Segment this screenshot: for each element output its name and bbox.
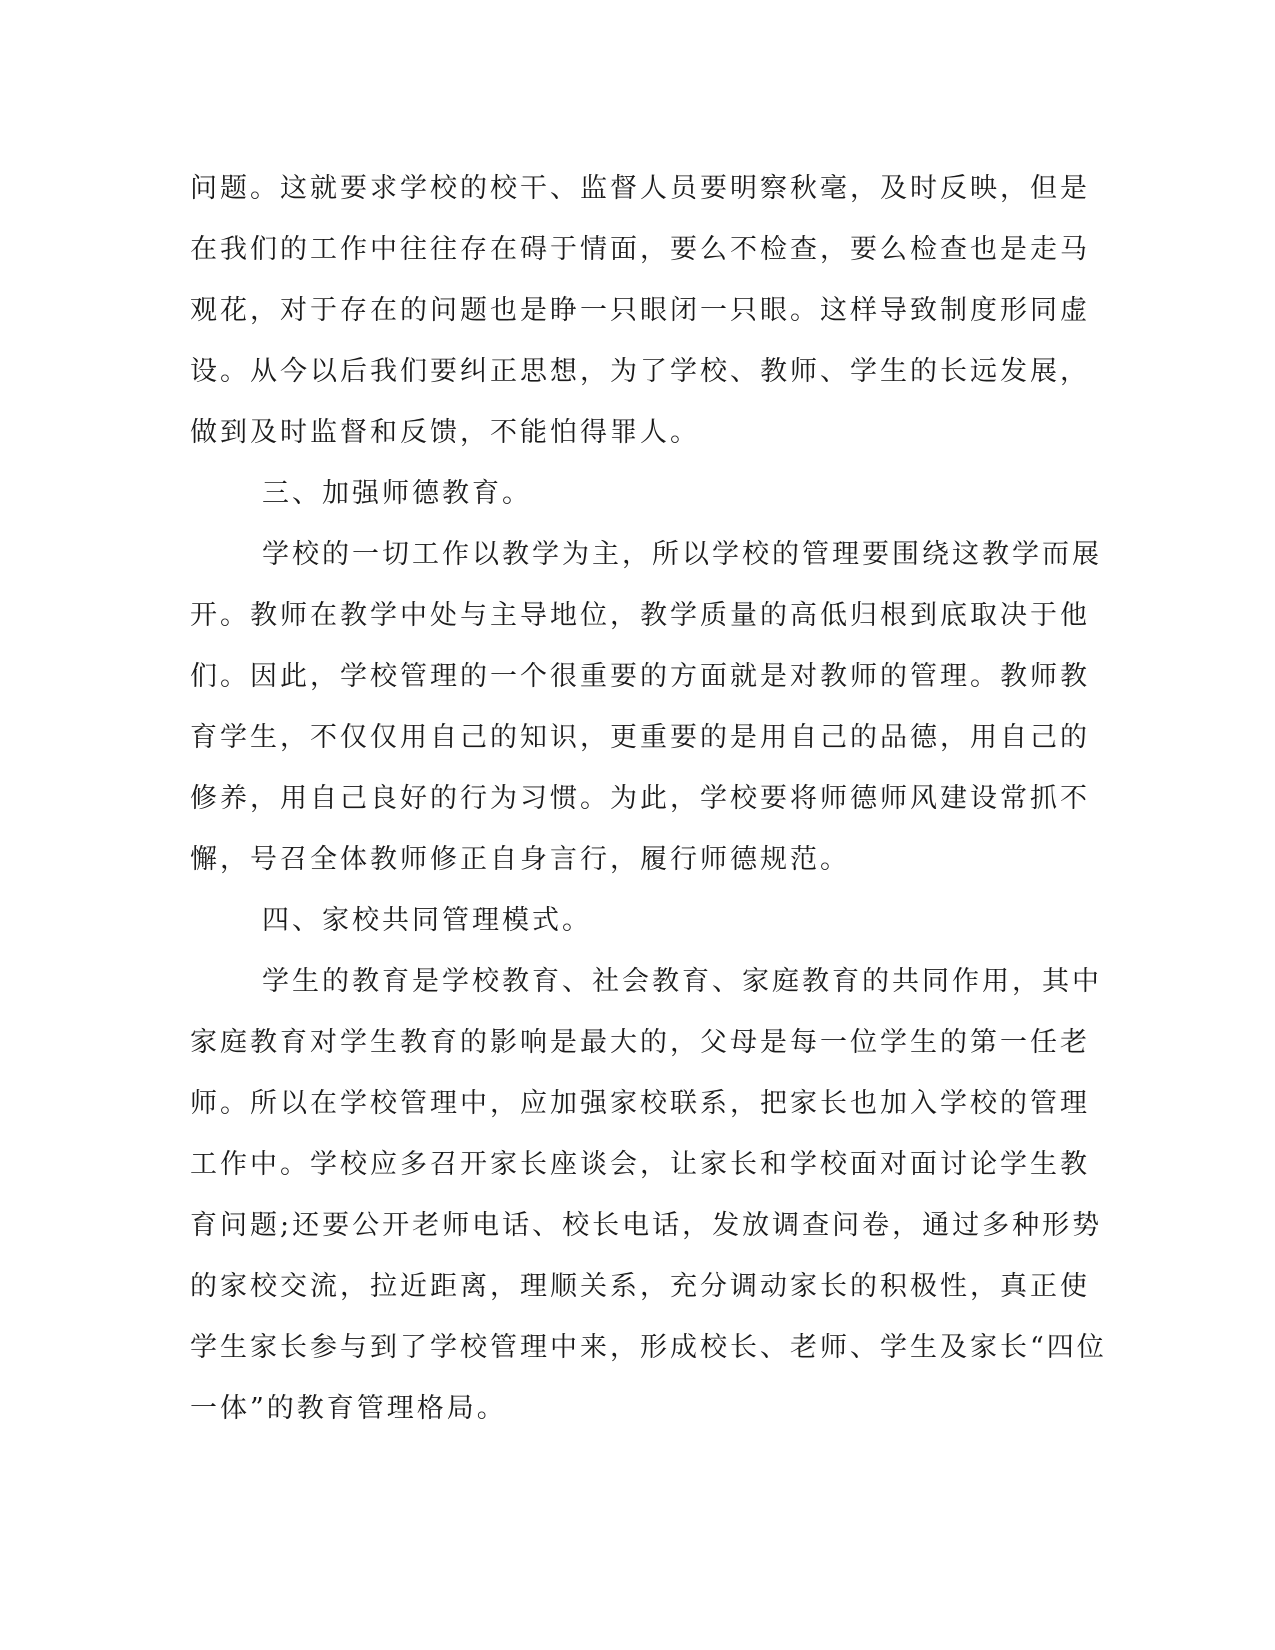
text-line: 的家校交流，拉近距离，理顺关系，充分调动家长的积极性，真正使	[190, 1271, 1090, 1302]
section-heading: 三、加强师德教育。	[262, 478, 532, 509]
text-line: 懈，号召全体教师修正自身言行，履行师德规范。	[190, 844, 850, 875]
text-line: 育问题;还要公开老师电话、校长电话，发放调查问卷，通过多种形势	[190, 1210, 1103, 1241]
text-line: 育学生，不仅仅用自己的知识，更重要的是用自己的品德，用自己的	[190, 722, 1090, 753]
text-line: 学校的一切工作以教学为主，所以学校的管理要围绕这教学而展	[262, 539, 1102, 570]
text-line: 做到及时监督和反馈，不能怕得罪人。	[190, 417, 700, 448]
text-line: 家庭教育对学生教育的影响是最大的，父母是每一位学生的第一任老	[190, 1027, 1090, 1058]
text-line: 开。教师在教学中处与主导地位，教学质量的高低归根到底取决于他	[190, 600, 1090, 631]
text-line: 观花，对于存在的问题也是睁一只眼闭一只眼。这样导致制度形同虚	[190, 295, 1090, 326]
text-line: 在我们的工作中往往存在碍于情面，要么不检查，要么检查也是走马	[190, 234, 1090, 265]
text-line: 一体”的教育管理格局。	[190, 1393, 507, 1424]
body-text	[190, 158, 1107, 1439]
text-line: 们。因此，学校管理的一个很重要的方面就是对教师的管理。教师教	[190, 661, 1090, 692]
text-line: 学生的教育是学校教育、社会教育、家庭教育的共同作用，其中	[262, 966, 1102, 997]
text-line: 师。所以在学校管理中，应加强家校联系，把家长也加入学校的管理	[190, 1088, 1090, 1119]
text-line: 学生家长参与到了学校管理中来，形成校长、老师、学生及家长“四位	[190, 1332, 1107, 1363]
text-line: 问题。这就要求学校的校干、监督人员要明察秋毫，及时反映，但是	[190, 173, 1090, 204]
text-line: 工作中。学校应多召开家长座谈会，让家长和学校面对面讨论学生教	[190, 1149, 1090, 1180]
text-line: 设。从今以后我们要纠正思想，为了学校、教师、学生的长远发展，	[190, 356, 1090, 387]
section-heading: 四、家校共同管理模式。	[262, 905, 592, 936]
text-line: 修养，用自己良好的行为习惯。为此，学校要将师德师风建设常抓不	[190, 783, 1090, 814]
